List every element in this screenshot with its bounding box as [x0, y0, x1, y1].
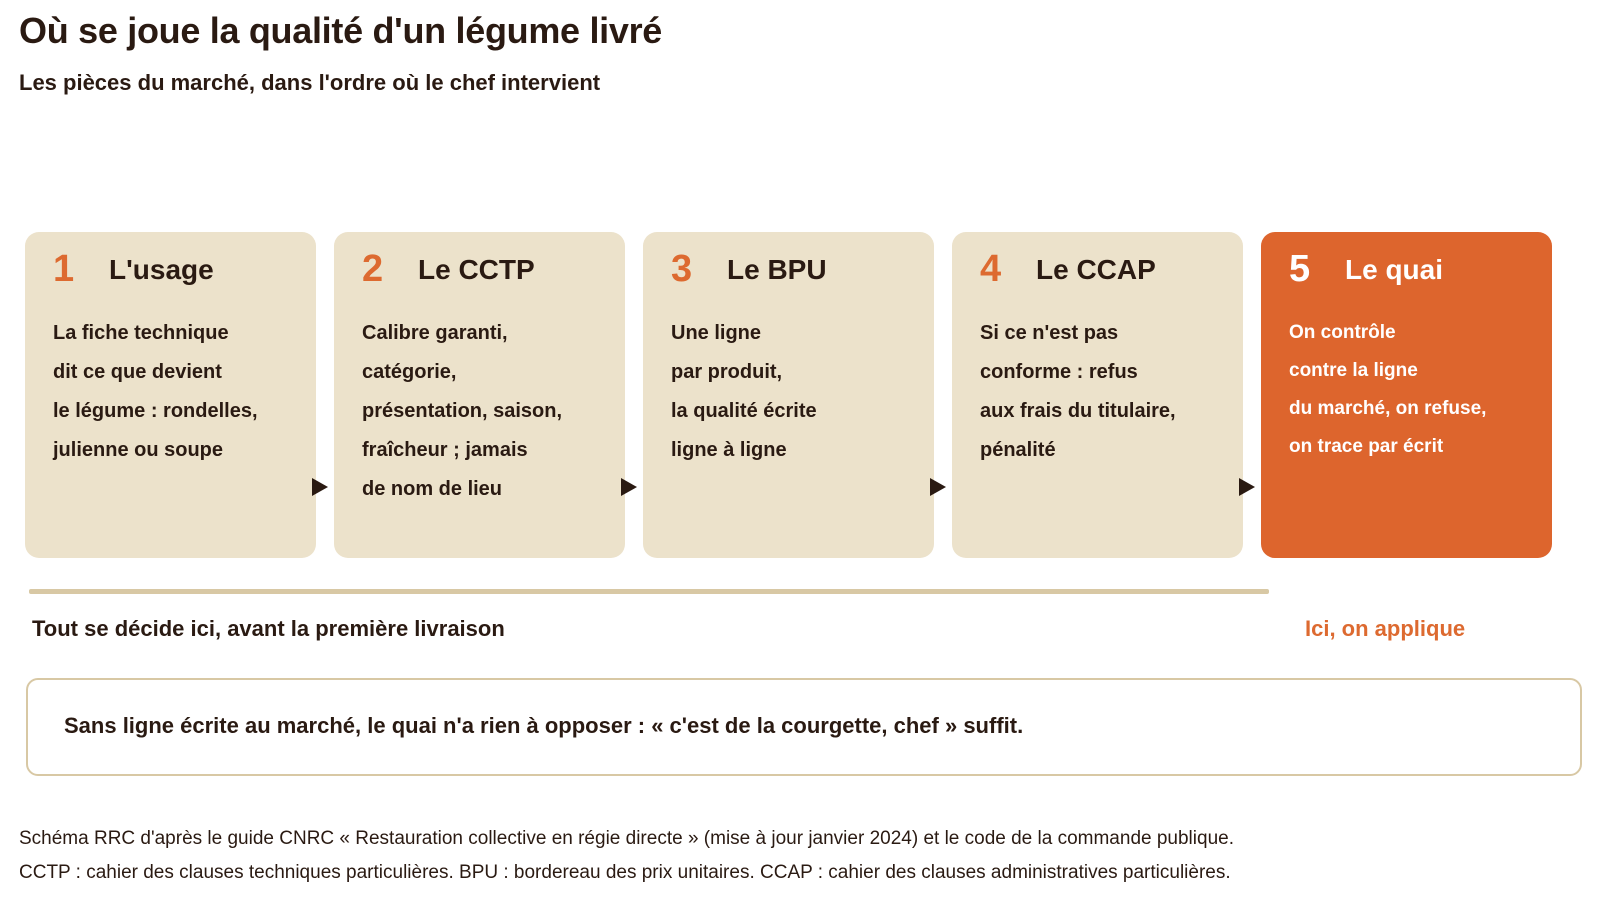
page-title: Où se joue la qualité d'un légume livré	[19, 10, 663, 51]
step-line: on trace par écrit	[1289, 436, 1444, 457]
step-description	[671, 314, 926, 470]
step-line: fraîcheur ; jamais	[362, 439, 528, 461]
step-card-ccap	[952, 232, 1243, 558]
step-number: 2	[362, 248, 384, 290]
arrow-right-icon	[621, 478, 637, 496]
step-line: julienne ou soupe	[53, 439, 224, 461]
step-title: Le quai	[1345, 254, 1444, 285]
step-number: 5	[1289, 248, 1311, 290]
step-title: Le CCAP	[1036, 254, 1156, 285]
abbreviation-line: CCTP : cahier des clauses techniques particulières. BPU : bordereau des prix unitaires. CCAP : cahier des clauses administratives particulières.	[19, 862, 1231, 883]
step-line: pénalité	[980, 439, 1056, 461]
callout-box	[26, 678, 1582, 776]
step-description	[980, 314, 1235, 470]
step-line: ligne à ligne	[671, 439, 787, 461]
phase-label-after: Ici, on applique	[1305, 616, 1466, 641]
step-title: L'usage	[109, 254, 214, 285]
step-line: Si ce n'est pas	[980, 322, 1119, 344]
source-note	[19, 822, 1234, 890]
step-description	[1289, 314, 1544, 466]
step-number: 3	[671, 248, 693, 290]
step-line: contre la ligne	[1289, 360, 1418, 381]
step-number: 1	[53, 248, 75, 290]
step-card-cctp	[334, 232, 625, 558]
step-line: conforme : refus	[980, 361, 1138, 383]
steps-flow	[25, 232, 1585, 558]
step-line: aux frais du titulaire,	[980, 400, 1176, 422]
step-number: 4	[980, 248, 1002, 290]
step-line: On contrôle	[1289, 322, 1396, 343]
step-line: Calibre garanti,	[362, 322, 508, 344]
step-line: catégorie,	[362, 361, 457, 383]
step-line: le légume : rondelles,	[53, 400, 258, 422]
step-card-bpu	[643, 232, 934, 558]
callout-text: Sans ligne écrite au marché, le quai n'a rien à opposer : « c'est de la courgette, chef » suffit.	[64, 713, 1024, 738]
step-line: dit ce que devient	[53, 361, 222, 383]
step-line: du marché, on refuse,	[1289, 398, 1487, 419]
step-description	[53, 314, 308, 470]
phase-label-before: Tout se décide ici, avant la première livraison	[32, 616, 505, 641]
step-line: Une ligne	[671, 322, 762, 344]
arrow-right-icon	[312, 478, 328, 496]
step-line: de nom de lieu	[362, 478, 503, 500]
step-title: Le CCTP	[418, 254, 535, 285]
step-line: par produit,	[671, 361, 783, 383]
source-line: Schéma RRC d'après le guide CNRC « Restauration collective en régie directe » (mise à jour janvier 2024) et le code de la commande publique.	[19, 828, 1234, 849]
arrow-right-icon	[1239, 478, 1255, 496]
step-card-quai	[1261, 232, 1552, 558]
step-card-usage	[25, 232, 316, 558]
step-line: présentation, saison,	[362, 400, 563, 422]
arrow-right-icon	[930, 478, 946, 496]
step-line: La fiche technique	[53, 322, 229, 344]
step-line: la qualité écrite	[671, 400, 817, 422]
phase-divider	[29, 589, 1269, 594]
step-title: Le BPU	[727, 254, 827, 285]
step-description	[362, 314, 617, 509]
page-subtitle: Les pièces du marché, dans l'ordre où le chef intervient	[19, 70, 601, 95]
